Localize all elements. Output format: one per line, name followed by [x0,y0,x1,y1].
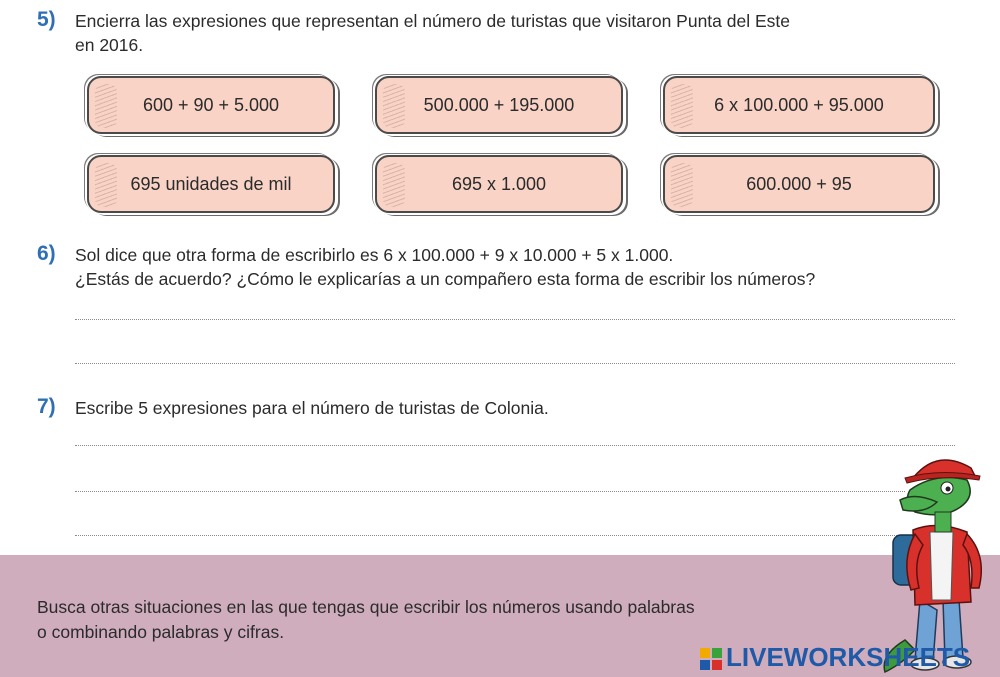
expression-box-5[interactable]: 695 x 1.000 [375,155,623,213]
liveworksheets-logo-icon [700,648,722,670]
expression-box-2[interactable]: 500.000 + 195.000 [375,76,623,134]
question-6-text-line2: ¿Estás de acuerdo? ¿Cómo le explicarías a un compañero esta forma de escribir los números? [75,269,816,289]
answer-line-6a[interactable] [75,319,955,320]
answer-line-7b[interactable] [75,491,905,492]
question-7-text: Escribe 5 expresiones para el número de turistas de Colonia. [75,398,549,418]
question-5-text-line2: en 2016. [75,35,144,55]
expression-box-4[interactable]: 695 unidades de mil [87,155,335,213]
answer-line-6b[interactable] [75,363,955,364]
answer-line-7a[interactable] [75,445,955,446]
question-7-number: 7) [37,395,56,418]
footer-text-line2: o combinando palabras y cifras. [37,622,285,642]
question-5-number: 5) [37,8,56,31]
question-6-number: 6) [37,242,56,265]
footer-text [37,595,695,645]
liveworksheets-logo-text: LIVEWORKSHEETS [726,642,971,672]
expression-box-1[interactable]: 600 + 90 + 5.000 [87,76,335,134]
question-6-text-line1: Sol dice que otra forma de escribirlo es 6 x 100.000 + 9 x 10.000 + 5 x 1.000. [75,245,674,265]
answer-line-7c[interactable] [75,535,905,536]
question-5-text-line1: Encierra las expresiones que representan el número de turistas que visitaron Punta del Este [75,11,790,31]
expression-box-3[interactable]: 6 x 100.000 + 95.000 [663,76,935,134]
footer-text-line1: Busca otras situaciones en las que tengas que escribir los números usando palabras [37,597,695,617]
expression-box-6[interactable]: 600.000 + 95 [663,155,935,213]
